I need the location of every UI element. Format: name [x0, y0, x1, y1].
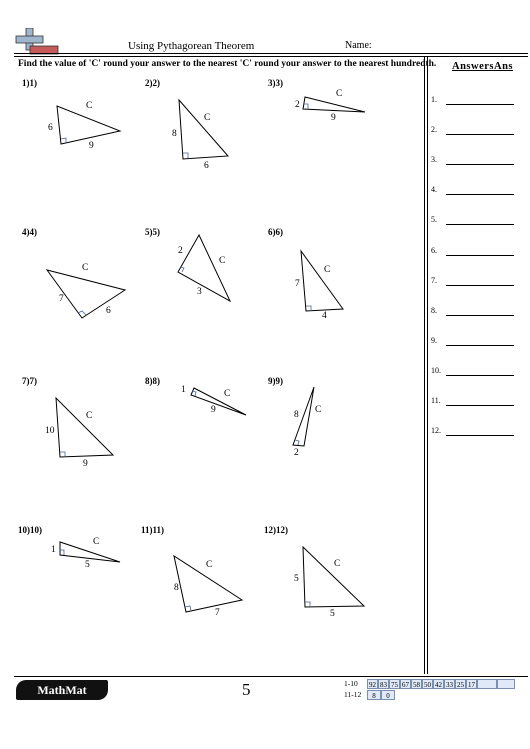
answer-blank[interactable] — [446, 104, 514, 105]
side-label: C — [86, 101, 93, 111]
side-label: C — [82, 263, 89, 273]
answer-key — [367, 679, 517, 701]
problem-label: 8)8) — [145, 376, 160, 386]
side-label: C — [219, 256, 226, 266]
side-label: 6 — [48, 123, 53, 133]
problem-label: 3)3) — [268, 78, 283, 88]
answer-number: 9. — [431, 336, 437, 345]
triangle-10 — [60, 542, 120, 562]
answer-blank[interactable] — [446, 134, 514, 135]
side-label: 2 — [178, 246, 183, 256]
answer-key-cell: 92 — [369, 681, 376, 689]
triangle-8 — [191, 388, 246, 415]
answer-key-cell: 58 — [413, 681, 420, 689]
side-label: 1 — [51, 545, 56, 555]
side-label: C — [206, 560, 213, 570]
answers-heading: AnswersAns — [452, 61, 514, 72]
side-label: 8 — [294, 410, 299, 420]
answer-blank[interactable] — [446, 285, 514, 286]
answer-blank[interactable] — [446, 345, 514, 346]
side-label: C — [324, 265, 331, 275]
answer-number: 1. — [431, 95, 437, 104]
answer-blank[interactable] — [446, 255, 514, 256]
answer-key-cell: 67 — [402, 681, 409, 689]
answer-blank[interactable] — [446, 224, 514, 225]
mathmat-logo: MathMat — [16, 680, 108, 700]
side-label: C — [334, 559, 341, 569]
problem-label: 5)5) — [145, 227, 160, 237]
triangle-6 — [301, 251, 343, 311]
answer-number: 8. — [431, 306, 437, 315]
side-label: 6 — [204, 161, 209, 171]
side-label: 2 — [295, 100, 300, 110]
answer-number: 4. — [431, 185, 437, 194]
answer-blank[interactable] — [446, 375, 514, 376]
answer-column-divider — [424, 57, 425, 674]
side-label: C — [86, 411, 93, 421]
answer-key-cell: 75 — [391, 681, 398, 689]
problem-label: 2)2) — [145, 78, 160, 88]
answer-key-cell: 50 — [424, 681, 431, 689]
side-label: 7 — [59, 294, 64, 304]
side-label: 7 — [295, 279, 300, 289]
answer-key-cell-empty — [477, 679, 497, 689]
triangle-7 — [56, 398, 113, 457]
answer-number: 6. — [431, 246, 437, 255]
page-title: Using Pythagorean Theorem — [128, 40, 255, 52]
side-label: C — [315, 405, 322, 415]
side-label: 3 — [197, 287, 202, 297]
side-label: 4 — [322, 311, 327, 321]
answer-blank[interactable] — [446, 315, 514, 316]
answer-number: 11. — [431, 396, 441, 405]
instructions: Find the value of 'C' round your answer to the nearest 'C' round your answer to the nearest hundredth. — [18, 59, 437, 69]
side-label: 2 — [294, 448, 299, 458]
side-label: 5 — [330, 609, 335, 619]
triangle-3 — [303, 97, 365, 112]
side-label: 9 — [211, 405, 216, 415]
problem-label: 6)6) — [268, 227, 283, 237]
answer-key-cell: 83 — [380, 681, 387, 689]
answer-key-row-label: 1-10 — [344, 679, 358, 688]
problem-label: 1)1) — [22, 78, 37, 88]
side-label: C — [93, 537, 100, 547]
answer-blank[interactable] — [446, 194, 514, 195]
side-label: 1 — [181, 385, 186, 395]
side-label: 9 — [331, 113, 336, 123]
side-label: 8 — [174, 583, 179, 593]
answer-column-divider-inner — [427, 57, 428, 674]
answer-key-cell: 0 — [381, 690, 395, 700]
answer-number: 12. — [431, 426, 441, 435]
side-label: C — [204, 113, 211, 123]
side-label: 8 — [172, 129, 177, 139]
problem-label: 7)7) — [22, 376, 37, 386]
answer-number: 2. — [431, 125, 437, 134]
triangle-1 — [57, 106, 120, 144]
side-label: 9 — [83, 459, 88, 469]
problem-label: 10)10) — [18, 525, 42, 535]
side-label: 5 — [294, 574, 299, 584]
answer-key-cell: 17 — [468, 681, 475, 689]
problem-label: 12)12) — [264, 525, 288, 535]
name-label: Name: — [345, 40, 372, 51]
answer-blank[interactable] — [446, 435, 514, 436]
answer-number: 10. — [431, 366, 441, 375]
triangle-5 — [178, 235, 230, 301]
page-number: 5 — [242, 680, 251, 699]
triangle-12 — [303, 547, 364, 607]
answer-blank[interactable] — [446, 405, 514, 406]
side-label: 6 — [106, 306, 111, 316]
answer-key-cell: 42 — [435, 681, 442, 689]
answer-number: 5. — [431, 215, 437, 224]
answer-key-cell: 25 — [457, 681, 464, 689]
triangle-2 — [179, 100, 228, 159]
footer-divider — [14, 676, 528, 677]
problem-label: 9)9) — [268, 376, 283, 386]
answer-number: 3. — [431, 155, 437, 164]
side-label: C — [224, 389, 231, 399]
problem-label: 11)11) — [141, 525, 165, 535]
answer-number: 7. — [431, 276, 437, 285]
side-label: C — [336, 89, 343, 99]
answer-key-cell-empty — [497, 679, 515, 689]
side-label: 9 — [89, 141, 94, 151]
answer-key-cell: 8 — [367, 690, 381, 700]
problem-label: 4)4) — [22, 227, 37, 237]
answer-key-cell: 33 — [446, 681, 453, 689]
side-label: 10 — [45, 426, 55, 436]
side-label: 7 — [215, 608, 220, 618]
answer-blank[interactable] — [446, 164, 514, 165]
side-label: 5 — [85, 560, 90, 570]
answer-key-row-label: 11-12 — [344, 690, 362, 699]
